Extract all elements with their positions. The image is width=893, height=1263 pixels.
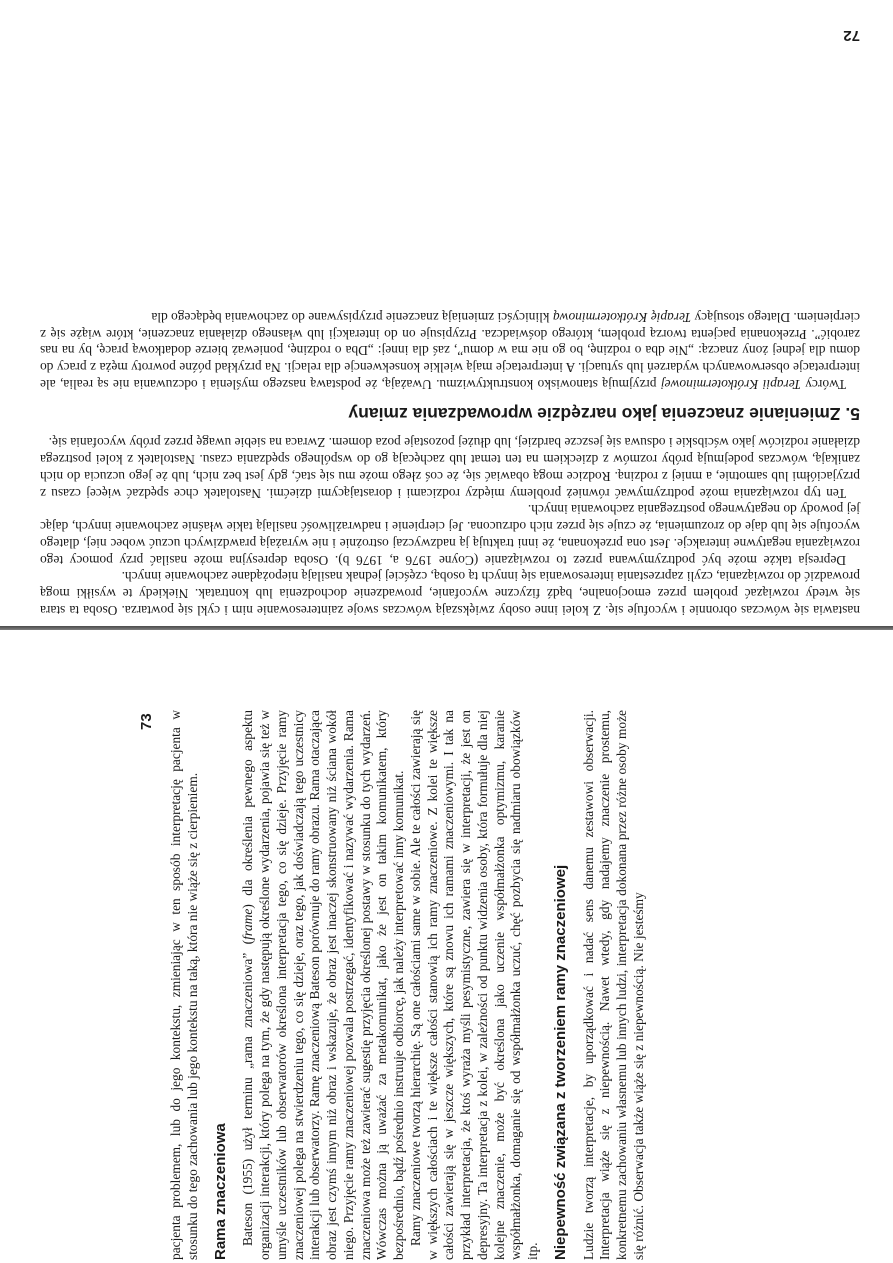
section-heading: 5. Zmienianie znaczenia jako narzędzie wprowadzania zmiany <box>348 403 860 424</box>
page-72-text <box>40 308 860 618</box>
paragraph: Depresja także może być podtrzymywana przez to rozwiązanie (Coyne 1976 a, 1976 b). Osoba depresyjna może nasilać przy pomocy tego rozwiązania negatywne interakcje. Jest ona przekonana, że inni traktują ją nadzwyczaj ostrożnie i nie wyrażają prawdziwych uczuć wobec niej, dlatego wycofuje się lub daje do zrozumienia, że czuje się przez nich odrzucona. Jej cierpienie i nadwrażliwość nasilają takie właśnie zachowanie innych, dając jej powody do negatywnego postrzegania zachowania innych. <box>40 502 860 568</box>
section-heading: Rama znaczeniowa <box>211 1123 229 1260</box>
paragraph: Ludzie tworzą interpretacje, by uporządkować i nadać sens danemu zestawowi obserwacji. Interpretacja wiąże się z niepewnością. Nawet wtedy, gdy nadajemy znaczenie prostemu, konkretnemu zachowaniu własnemu lub innych ludzi, interpretacja dokonana przez różne osoby może się różnić. Obserwacja także wiąże się z niepewnością. Nie jesteśmy <box>580 710 646 1260</box>
page-72 <box>40 18 860 618</box>
paragraph: Bateson (1955) użył terminu „rama znaczeniowa” (frame) dla określenia pewnego aspektu organizacji interakcji, który polega na tym, że gdy następują określone wydarzenia, pojawia się też w umyśle uczestników lub obserwatorów określona interpretacja tego, co się dzieje. Przyjęcie ramy znaczeniowej polega na stwierdzeniu tego, co się dzieje, oraz tego, jak doświadczają tego uczestnicy interakcji lub obserwatorzy. Ramę znaczeniową Bateson porównuje do ramy obrazu. Rama otaczająca obraz jest czymś innym niż obraz i wskazuje, że obraz jest inaczej skonstruowany niż ściana wokół niego. Przyjęcie ramy znaczeniowej pozwala postrzegać, identyfikować i nazywać wydarzenia. Rama znaczeniowa może też zawierać sugestię przyjęcia określonej postawy w stosunku do tych wydarzeń. Wówczas można ją uważać za metakomunikat, jako że jest on takim komunikatem, który bezpośrednio, bądź pośrednio instruuje odbiorcę, jak należy interpretować inny komunikat. <box>240 710 406 1260</box>
page-number: 72 <box>843 27 860 44</box>
paragraph: Twórcy Terapii Krótkoterminowej przyjmują stanowisko konstruktywizmu. Uważają, że podstawą naszego myślenia i odczuwania nie są realia, ale interpretacje obserwowanych wydarzeń lub sytuacji. A interpretacje mają wielkie konsekwencje dla relacji. Na przykład późne powroty męża z pracy do domu dla jednej żony znaczą: „Nie dba o rodzinę, bo go nie ma w domu”, zaś dla innej: „Dba o rodzinę, ponieważ bierze dodatkową pracę, by na nas zarobić”. Przekonania pacjenta tworzą problem, którego doświadcza. Przypisuje on do interakcji lub własnego działania znaczenie, które wiąże się z cierpieniem. Dlatego stosujący Terapię Krótkoterminową klinicyści zmieniają znaczenie przypisywane do zachowania będącego dla <box>40 309 860 392</box>
page-number: 73 <box>138 713 155 730</box>
section-heading: Niepewność związana z tworzeniem ramy znaczeniowej <box>551 864 569 1260</box>
page-73-text <box>168 710 648 1260</box>
page-73 <box>138 700 723 1260</box>
page-gutter-divider <box>0 626 893 630</box>
paragraph: pacjenta problemem, lub do jego kontekstu, zmieniając w ten sposób interpretację pacjenta w stosunku do tego zachowania lub jego kontekstu na taką, która nie wiąże się z cierpieniem. <box>168 710 200 1260</box>
paragraph: Ten typ rozwiązania może podtrzymywać również problemy między rodzicami i dorastającymi dziećmi. Nastolatek chce spędzać więcej czasu z przyjaciółmi lub samotnie, a mniej z rodziną. Rodzice mogą obawiać się, że coś złego może mu się stać, gdy jest bez nich, lub że jego uczucia do nich zanikają, wówczas podejmują próby rozmów z dzieckiem na ten temat lub zachęcają go do wspólnego spędzania czasu. Nastolatek z kolei postrzega działanie rodziców jako wścibskie i odsuwa się jeszcze bardziej, lub dłużej pozostaje poza domem. Zwraca na siebie uwagę przez próby wycofania się. <box>40 435 860 501</box>
paragraph: nastawia się wówczas obronnie i wycofuje się. Z kolei inne osoby zwiększają wówczas swoje zainteresowanie nim i cykl się powtarza. Osoba ta stara się wtedy rozwiązać problem przez emocjonalne, bądź fizyczne wycofanie, prowadzenie dochodzenia lub kontratak. Niekiedy te wysiłki mogą prowadzić do rozwiązania, czyli zaprzestania interesowania się innych tą osobą, częściej jednak nasilają niepożądane zachowanie innych. <box>40 569 860 618</box>
paragraph: Ramy znaczeniowe tworzą hierarchię. Są one całościami same w sobie. Ale te całości zawierają się w większych całościach i te większe całości stanowią ich ramy znaczeniowe. Z kolei te większe całości zawierają się w jeszcze większych, które są znowu ich ramami znaczeniowymi. I tak na przykład interpretacja, że ktoś wyraża myśli pesymistyczne, zawiera się w interpretacji, że jest on depresyjny. Ta interpretacja z kolei, w zależności od punktu widzenia osoby, która formułuje dla niej kolejne znaczenie, może być określona jako uczenie współmałżonka optymizmu, karanie współmałżonka, domaganie się od współmałżonka uczuć, chęć pozbycia się nadmiaru obowiązków itp. <box>407 710 540 1260</box>
